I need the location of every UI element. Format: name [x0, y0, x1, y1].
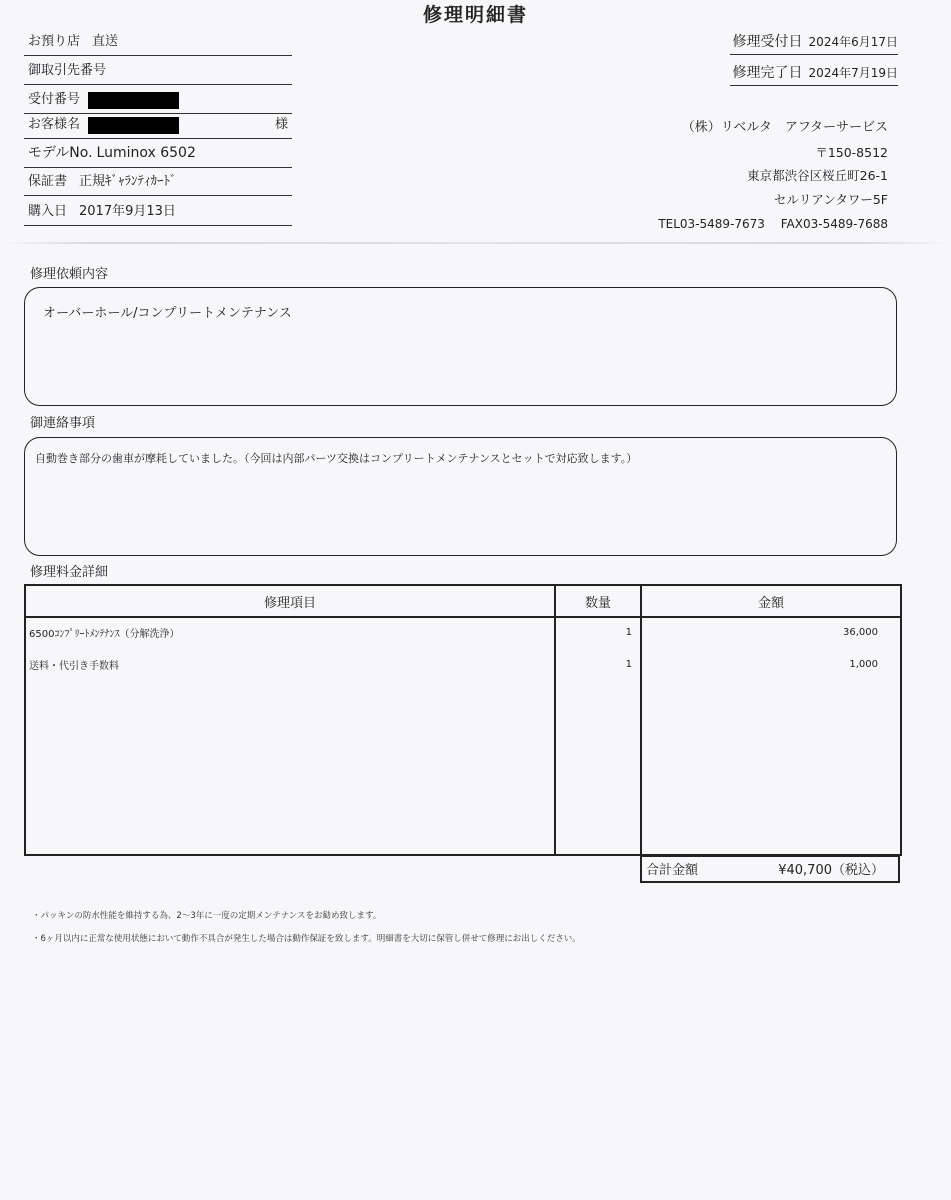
company-contact: TEL03-5489-7673 FAX03-5489-7688 — [658, 217, 888, 231]
customer-label: お客様名 — [28, 117, 81, 132]
receipt-number-row — [24, 87, 292, 114]
amount-column — [641, 617, 901, 855]
warranty-label: 保証書 — [28, 174, 68, 189]
request-box — [24, 287, 897, 406]
receipt-number-label: 受付番号 — [28, 92, 81, 107]
qty-column — [555, 617, 641, 855]
footer-note: ・パッキンの防水性能を維持する為、2～3年に一度の定期メンテナンスをお勧め致します。 — [32, 911, 382, 921]
customer-row — [24, 112, 292, 139]
company-address-1: 東京都渋谷区桜丘町26-1 — [747, 168, 888, 183]
company-postal: 〒150-8512 — [815, 145, 888, 160]
paper-fold-line — [0, 242, 951, 244]
fee-table-header — [25, 585, 901, 617]
received-date-label: 修理受付日 — [732, 34, 803, 50]
request-label: 修理依頼内容 — [30, 267, 109, 282]
client-number-label: 御取引先番号 — [28, 63, 107, 78]
header-item: 修理項目 — [25, 585, 555, 617]
fee-table-body — [25, 617, 901, 855]
document-title: 修理明細書 — [422, 4, 528, 26]
purchase-date-value: 2017年9月13日 — [79, 204, 176, 219]
purchase-date-row — [24, 198, 292, 226]
purchase-date-label: 購入日 — [28, 204, 68, 219]
fee-row-amount: 36,000 — [843, 627, 878, 638]
company-address-2: セルリアンタワー5F — [773, 192, 888, 207]
fee-table — [24, 584, 902, 856]
contact-notes-text: 自動巻き部分の歯車が摩耗していました。（今回は内部パーツ交換はコンプリートメンテナンスとセットで対応致します。） — [35, 452, 638, 465]
request-text: オーバーホール/コンプリートメンテナンス — [43, 306, 292, 321]
model-value: Luminox 6502 — [96, 145, 196, 161]
total-value: ¥40,700（税込） — [778, 863, 884, 878]
warranty-value: 正規ｷﾞｬﾗﾝﾃｨｶｰﾄﾞ — [79, 174, 177, 189]
header-amount: 金額 — [641, 585, 901, 617]
completed-date-row — [730, 61, 898, 86]
fee-row-amount: 1,000 — [849, 659, 878, 670]
header-qty: 数量 — [555, 585, 641, 617]
contact-notes-label: 御連絡事項 — [30, 416, 96, 431]
warranty-row — [24, 169, 292, 196]
total-box — [640, 855, 900, 883]
completed-date-label: 修理完了日 — [732, 65, 803, 81]
client-number-row — [24, 58, 292, 85]
store-row — [24, 29, 292, 56]
received-date-value: 2024年6月17日 — [808, 35, 898, 49]
fee-row-item: 送料・代引き手数料 — [29, 661, 119, 672]
fee-row-qty: 1 — [625, 659, 632, 670]
total-label: 合計金額 — [646, 863, 699, 878]
fee-details-label: 修理料金詳細 — [30, 565, 109, 580]
item-column — [25, 617, 555, 855]
fee-row-item: 6500ｺﾝﾌﾟﾘｰﾄﾒﾝﾃﾅﾝｽ（分解洗浄） — [29, 629, 180, 640]
contact-notes-box — [24, 437, 897, 556]
store-value: 直送 — [92, 34, 119, 49]
completed-date-value: 2024年7月19日 — [808, 66, 898, 80]
footer-note: ・6ヶ月以内に正常な使用状態において動作不具合が発生した場合は動作保証を致します。明細書を大切に保管し併せて修理にお出しください。 — [32, 934, 581, 944]
store-label: お預り店 — [28, 34, 81, 49]
customer-suffix: 様 — [274, 117, 288, 132]
company-name: （株）リベルタ アフターサービス — [681, 120, 888, 135]
fee-row-qty: 1 — [625, 627, 632, 638]
received-date-row — [730, 30, 898, 55]
redaction-bar — [88, 92, 179, 109]
model-row — [24, 139, 292, 168]
redaction-bar — [88, 117, 179, 134]
model-label: モデルNo. — [28, 145, 93, 161]
